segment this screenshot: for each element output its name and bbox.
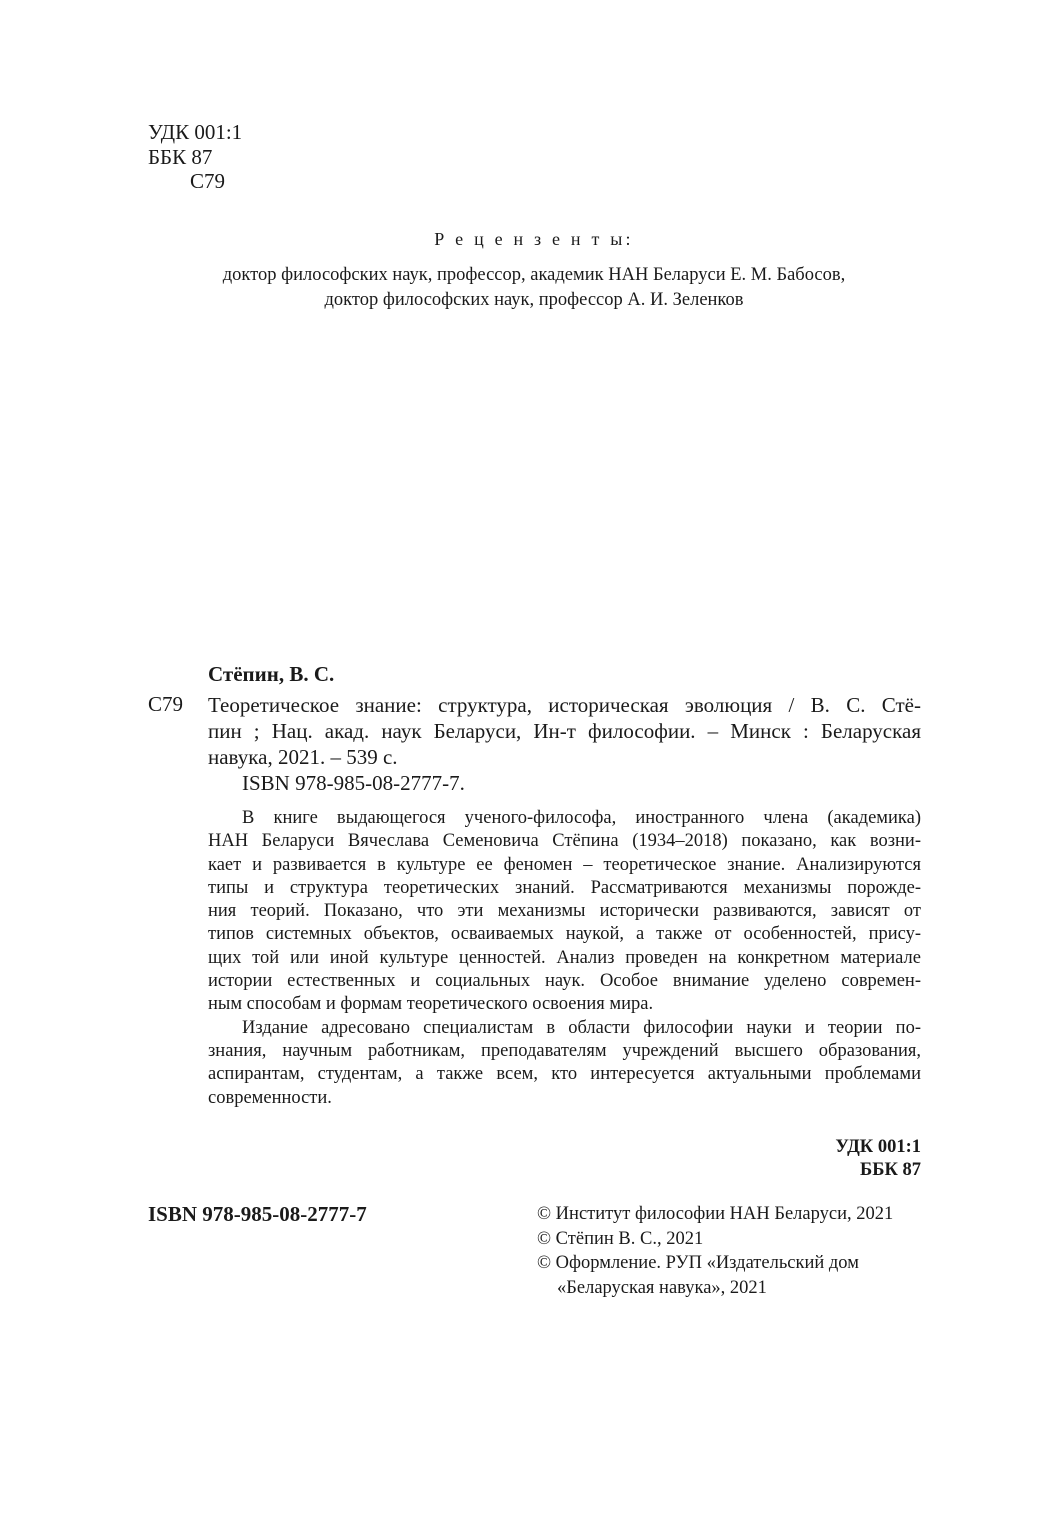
copyright-line: © Стёпин В. С., 2021 bbox=[537, 1228, 704, 1249]
catalog-line: навука, 2021. – 539 с. bbox=[208, 745, 398, 769]
abstract-line: В книге выдающегося ученого-философа, иностранного члена (академика) bbox=[242, 808, 921, 828]
abstract-line: типов системных объектов, осваиваемых наукой, а также от особенностей, прису- bbox=[208, 924, 921, 945]
isbn-main: ISBN 978-985-08-2777-7 bbox=[148, 1202, 367, 1226]
copyright-block bbox=[537, 1202, 893, 1300]
bottom-classification-codes bbox=[835, 1136, 921, 1182]
abstract-line: современности. bbox=[208, 1087, 332, 1108]
abstract-line: НАН Беларуси Вячеслава Семеновича Стёпина (1934–2018) показано, как возни- bbox=[208, 831, 921, 852]
abstract-line: знания, научным работникам, преподавателям учреждений высшего образования, bbox=[208, 1040, 921, 1061]
reviewers-heading: Р е ц е н з е н т ы: bbox=[434, 229, 634, 249]
reviewers-list bbox=[0, 263, 1058, 312]
copyright-line: «Беларуская навука», 2021 bbox=[557, 1277, 767, 1298]
abstract-line: ния теорий. Показано, что эти механизмы исторически развиваются, зависят от bbox=[208, 901, 921, 922]
copyright-line: © Институт философии НАН Беларуси, 2021 bbox=[537, 1204, 894, 1224]
udk-code: УДК 001:1 bbox=[148, 120, 243, 144]
author-mark: С79 bbox=[190, 169, 226, 193]
udk-code-bottom: УДК 001:1 bbox=[835, 1137, 921, 1157]
abstract-line: ным способам и формам теоретического освоения мира. bbox=[208, 994, 654, 1015]
abstract-line: щих той или иной культуре ценностей. Анализ проведен на конкретном материале bbox=[208, 947, 921, 968]
catalog-code: С79 bbox=[148, 692, 184, 716]
reviewer-line: доктор философских наук, профессор А. И. Зеленков bbox=[324, 289, 744, 310]
bbk-code: ББК 87 bbox=[148, 144, 213, 169]
abstract-line: кает и развивается в культуре ее феномен – теоретическое знание. Анализируются bbox=[208, 854, 921, 875]
abstract-line: типы и структура теоретических знаний. Рассматриваются механизмы порожде- bbox=[208, 877, 921, 898]
catalog-isbn: ISBN 978-985-08-2777-7. bbox=[242, 771, 465, 795]
copyright-line: © Оформление. РУП «Издательский дом bbox=[537, 1253, 859, 1273]
reviewer-line: доктор философских наук, профессор, академик НАН Беларуси Е. М. Бабосов, bbox=[222, 265, 846, 285]
catalog-author: Стёпин, В. С. bbox=[208, 662, 335, 686]
abstract-line: аспирантам, студентам, а также всем, кто интересуется актуальными проблемами bbox=[208, 1064, 921, 1085]
top-classification-codes bbox=[148, 120, 242, 194]
catalog-line: пин ; Нац. акад. наук Беларуси, Ин-т философии. – Минск : Беларуская bbox=[208, 719, 921, 743]
bbk-code-bottom: ББК 87 bbox=[859, 1160, 921, 1180]
abstract-line: Издание адресовано специалистам в области философии науки и теории по- bbox=[242, 1017, 921, 1038]
catalog-entry bbox=[208, 692, 921, 796]
abstract bbox=[208, 807, 921, 1110]
abstract-line: истории естественных и социальных наук. Особое внимание уделено современ- bbox=[208, 971, 921, 992]
catalog-line: Теоретическое знание: структура, историческая эволюция / В. С. Стё- bbox=[208, 693, 921, 717]
